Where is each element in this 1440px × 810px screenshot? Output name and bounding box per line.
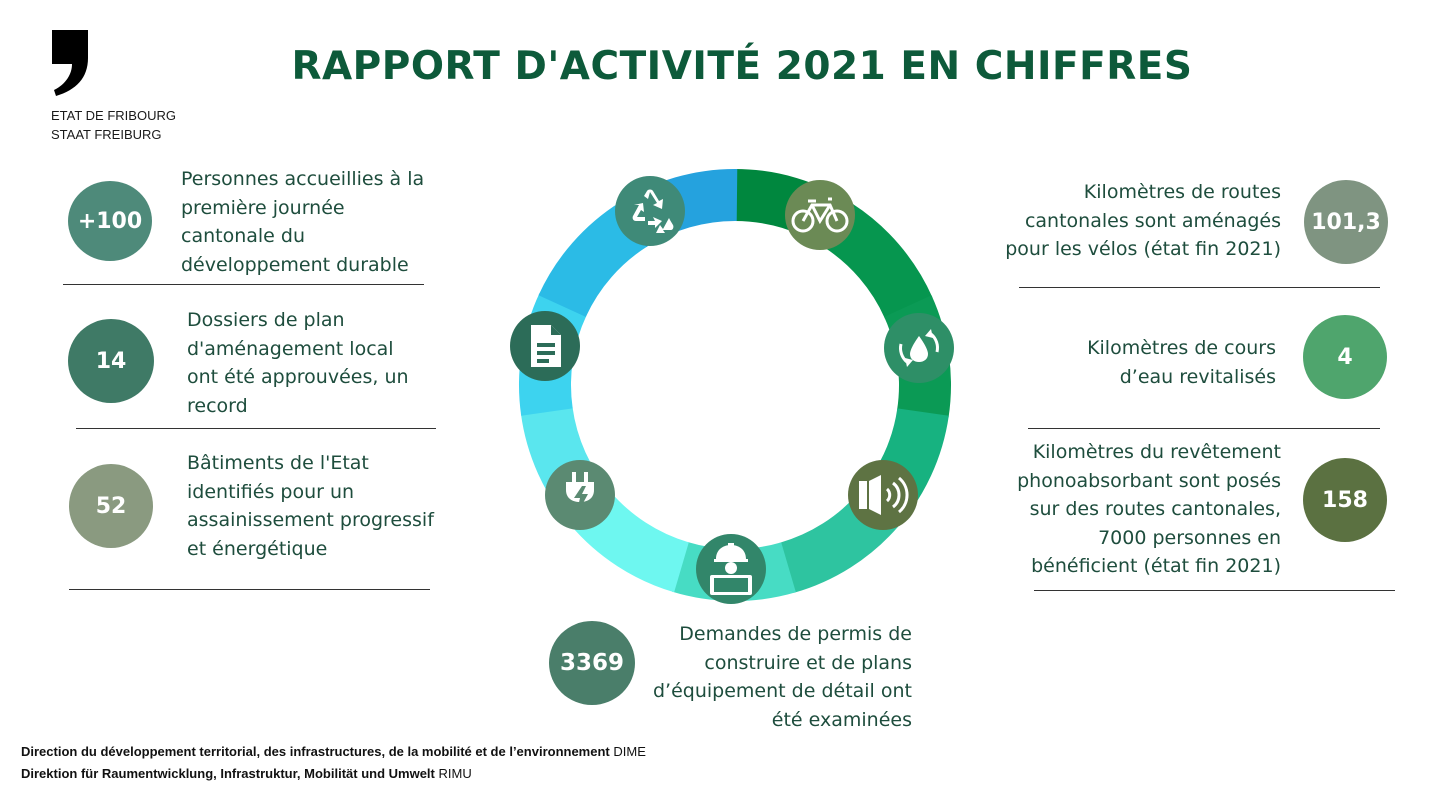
separator — [1034, 590, 1395, 591]
document-icon — [510, 311, 580, 381]
stat-text-plans: Dossiers de plan d'aménagement local ont été approuvées, un record — [187, 309, 409, 417]
stat-text-permits: Demandes de permis de construire et de plans d’équipement de détail ont été examinées — [653, 623, 912, 731]
separator — [69, 589, 430, 590]
worker-icon — [696, 534, 766, 604]
speaker-icon — [848, 460, 918, 530]
stat-badge-permits: 3369 — [549, 621, 635, 705]
stat-badge-bike-lanes: 101,3 — [1304, 180, 1388, 264]
recycle-icon — [615, 176, 685, 246]
page-title: RAPPORT D'ACTIVITÉ 2021 EN CHIFFRES — [291, 44, 1193, 89]
footer-line-1 — [21, 741, 646, 763]
plug-icon — [545, 460, 615, 530]
footer-abbr-fr: DIME — [613, 744, 646, 759]
stat-badge-plans: 14 — [68, 319, 154, 403]
ring-segment — [838, 225, 909, 308]
separator — [63, 284, 424, 285]
footer-line-2 — [21, 763, 646, 785]
stat-badge-buildings: 52 — [69, 464, 153, 548]
stat-badge-visitors: +100 — [68, 181, 152, 261]
logo-line-1: ETAT DE FRIBOURG — [51, 108, 176, 123]
stat-text-buildings: Bâtiments de l'Etat identifiés pour un assainissement progressif et énergétique — [187, 452, 434, 560]
logo-line-2: STAAT FREIBURG — [51, 127, 162, 142]
stat-text-rivers: Kilomètres de cours d’eau revitalisés — [1087, 337, 1276, 388]
ring-segment — [562, 224, 634, 306]
water-cycle-icon — [884, 313, 954, 383]
stat-badge-pavement: 158 — [1303, 458, 1387, 542]
stat-text-visitors: Personnes accueillies à la première journée cantonale du développement durable — [181, 168, 425, 276]
separator — [1028, 428, 1380, 429]
footer-abbr-de: RIMU — [438, 766, 472, 781]
stat-text-bike-lanes: Kilomètres de routes cantonales sont aménagés pour les vélos (état fin 2021) — [1005, 181, 1281, 260]
separator — [1019, 287, 1380, 288]
separator — [76, 428, 436, 429]
stat-text-pavement: Kilomètres du revêtement phonoabsorbant sont posés sur des routes cantonales, 7000 personnes en bénéficient (état fin 2021) — [1017, 441, 1281, 577]
logo-text — [51, 106, 176, 144]
footer-department-fr: Direction du développement territorial, des infrastructures, de la mobilité et de l’environnement — [21, 744, 610, 759]
footer — [21, 741, 646, 785]
footer-department-de: Direktion für Raumentwicklung, Infrastruktur, Mobilität und Umwelt — [21, 766, 435, 781]
stat-badge-rivers: 4 — [1303, 315, 1387, 399]
bicycle-icon — [785, 180, 855, 250]
